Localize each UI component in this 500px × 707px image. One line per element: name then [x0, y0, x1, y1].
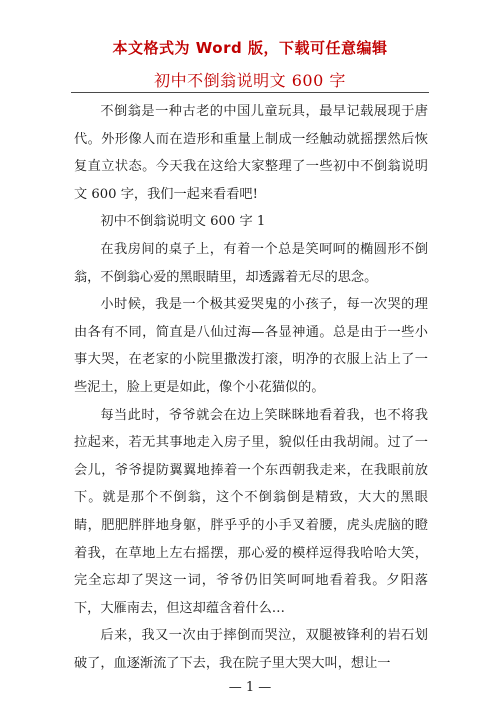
section-heading: 初中不倒翁说明文 600 字 1 — [100, 214, 266, 230]
download-banner: 本文格式为 Word 版，下载可任意编辑 — [112, 39, 388, 57]
paragraph: 小时候，我是一个极其爱哭鬼的小孩子，每一次哭的理由各有不同，简直是八仙过海—各显神通。总是由于一些小事大哭，在老家的小院里撒泼打滚，明净的衣服上沾上了一些泥土，脸上更是如此，像个小花猫似的。 — [74, 297, 428, 395]
paragraph: 每当此时，爷爷就会在边上笑眯眯地看着我，也不将我拉起来，若无其事地走入房子里，貌似任由我胡闹。过了一会儿，爷爷提防翼翼地捧着一个东西朝我走来，在我眼前放下。就是那个不倒翁，这个不倒翁倒是精致，大大的黑眼睛，肥肥胖胖地身躯，胖乎乎的小手叉着腰，虎头虎脑的瞪着我，在草地上左右摇摆，那心爱的模样逗得我哈哈大笑，完全忘却了哭这一词，爷爷仍旧笑呵呵地看着我。夕阳落下，大雁南去，但这却蕴含着什么… — [74, 407, 428, 616]
document-title: 初中不倒翁说明文 600 字 — [154, 71, 346, 90]
page-number: — 1 — — [228, 680, 272, 695]
title-divider — [71, 92, 429, 93]
paragraph: 在我房间的桌子上，有着一个总是笑呵呵的椭圆形不倒翁，不倒翁心爱的黑眼睛里，却透露着无尽的思念。 — [74, 241, 428, 285]
document-body — [74, 98, 428, 677]
paragraph-intro: 不倒翁是一种古老的中国儿童玩具，最早记载展现于唐代。外形像人而在造形和重量上制成一经触动就摇摆然后恢复直立状态。今天我在这给大家整理了一些初中不倒翁说明文 600 字，我们一起来看看吧! — [74, 104, 428, 202]
paragraph: 后来，我又一次由于摔倒而哭泣，双腿被锋利的岩石划破了，血逐渐流了下去，我在院子里大哭大叫，想让一 — [74, 628, 428, 671]
